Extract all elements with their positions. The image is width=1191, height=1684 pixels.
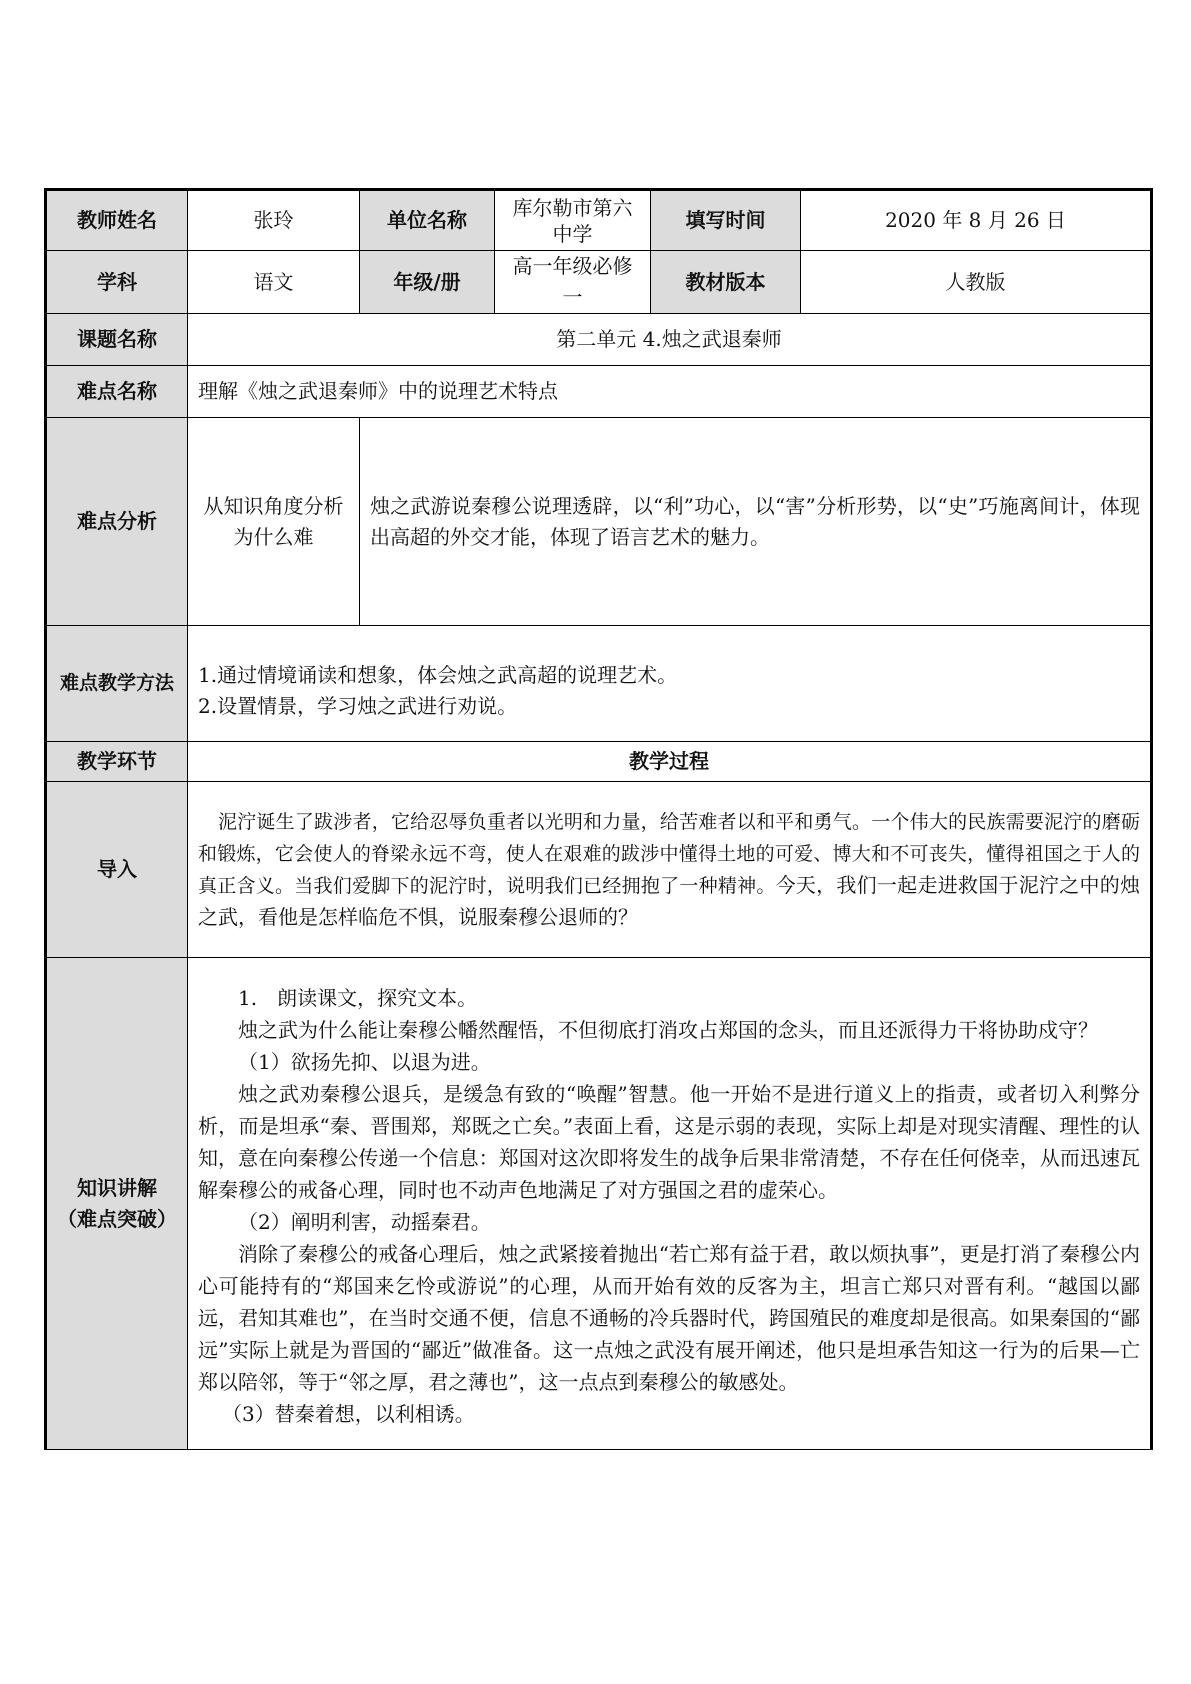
header-row-2 [46,251,1152,314]
method-line-1: 1.通过情境诵读和想象，体会烛之武高超的说理艺术。 [198,663,678,687]
point-1-title: （1）欲扬先抑、以退为进。 [238,1049,491,1074]
intro-text-main: 泥泞诞生了跋涉者，它给忍辱负重者以光明和力量，给苦难者以和平和勇气。一个伟大的民族需要泥泞的磨砺和锻炼，它会使人的脊梁永远不弯，使人在艰难的跋涉中懂得土地的可爱、博大和不可丧失，懂得祖国之于人的真正含义。当我们爱脚下的泥泞时，说明我们已经拥抱了一种精神。 [198,811,1140,897]
difficulty-row [46,366,1152,418]
analysis-label: 难点分析 [46,418,188,626]
method-label: 难点教学方法 [46,626,188,742]
knowledge-row [46,958,1152,1450]
knowledge-label-line-2: （难点突破） [57,1206,177,1231]
subject-value: 语文 [188,251,360,314]
point-2-text: 消除了秦穆公的戒备心理后，烛之武紧接着抛出“若亡郑有益于君，敢以烦执事”，更是打消了秦穆公内心可能持有的“郑国来乞怜或游说”的心理，从而开始有效的反客为主，坦言亡郑只对晋有利。“越国以鄙远，君知其难也”，在当时交通不便，信息不通畅的冷兵器时代，跨国殖民的难度却是很高。如果秦国的“鄙远”实际上就是为晋国的“鄙近”做准备。这一点烛之武没有展开阐述，他只是坦承告知这一行为的后果—亡郑以陪邻，等于“邻之厚，君之薄也”，这一点点到秦穆公的敏感处。 [198,1241,1140,1394]
unit-name-value: 库尔勒市第六中学 [495,190,651,251]
point-2-title: （2）阐明利害，动摇秦君。 [238,1209,491,1234]
header-row-1 [46,190,1152,251]
lesson-plan-page [44,188,1150,1450]
unit-name-label: 单位名称 [360,190,495,251]
topic-label: 课题名称 [46,314,188,366]
intro-content [188,782,1152,958]
grade-label: 年级/册 [360,251,495,314]
point-1-text: 烛之武劝秦穆公退兵，是缓急有致的“唤醒”智慧。他一开始不是进行道义上的指责，或者切入利弊分析，而是坦承“秦、晋围郑，郑既之亡矣。”表面上看，这是示弱的表现，实际上却是对现实清醒、理性的认知，意在向秦穆公传递一个信息：郑国对这次即将发生的战争后果非常清楚，不存在任何侥幸，从而迅速瓦解秦穆公的戒备心理，同时也不动声色地满足了对方强国之君的虚荣心。 [198,1081,1140,1202]
knowledge-label [46,958,188,1450]
knowledge-item-1: 1. 朗读课文，探究文本。 [238,985,478,1010]
edition-value: 人教版 [801,251,1152,314]
method-value [188,626,1152,742]
knowledge-label-line-1: 知识讲解 [77,1175,157,1200]
method-line-2: 2.设置情景，学习烛之武进行劝说。 [198,694,518,718]
point-3-title: （3）替秦着想，以利相诱。 [222,1401,475,1426]
edition-label: 教材版本 [651,251,801,314]
teacher-name-label: 教师姓名 [46,190,188,251]
subject-label: 学科 [46,251,188,314]
analysis-value [360,418,1152,626]
difficulty-label: 难点名称 [46,366,188,418]
analysis-sub-label: 从知识角度分析为什么难 [188,418,360,626]
intro-paragraph [198,806,1140,933]
fill-time-value: 2020 年 8 月 26 日 [801,190,1152,251]
intro-text-end: 今天，我们一起走进救国于泥泞之中的烛之武，看他是怎样临危不惧，说服秦穆公退师的？ [198,873,1140,929]
intro-row [46,782,1152,958]
lesson-plan-table [44,188,1153,1450]
process-header-row [46,742,1152,782]
topic-value: 第二单元 4.烛之武退秦师 [188,314,1152,366]
stage-header: 教学环节 [46,742,188,782]
grade-value: 高一年级必修一 [495,251,651,314]
knowledge-question: 烛之武为什么能让秦穆公幡然醒悟，不但彻底打消攻占郑国的念头，而且还派得力干将协助戍守？ [238,1017,1098,1042]
topic-row [46,314,1152,366]
teacher-name-value: 张玲 [188,190,360,251]
analysis-text: 烛之武游说秦穆公说理透辟，以“利”功心，以“害”分析形势，以“史”巧施离间计，体现出高超的外交才能，体现了语言艺术的魅力。 [370,493,1140,549]
knowledge-content [188,958,1152,1450]
fill-time-label: 填写时间 [651,190,801,251]
method-row [46,626,1152,742]
analysis-row [46,418,1152,626]
intro-label: 导入 [46,782,188,958]
process-header: 教学过程 [188,742,1152,782]
difficulty-value: 理解《烛之武退秦师》中的说理艺术特点 [188,366,1152,418]
